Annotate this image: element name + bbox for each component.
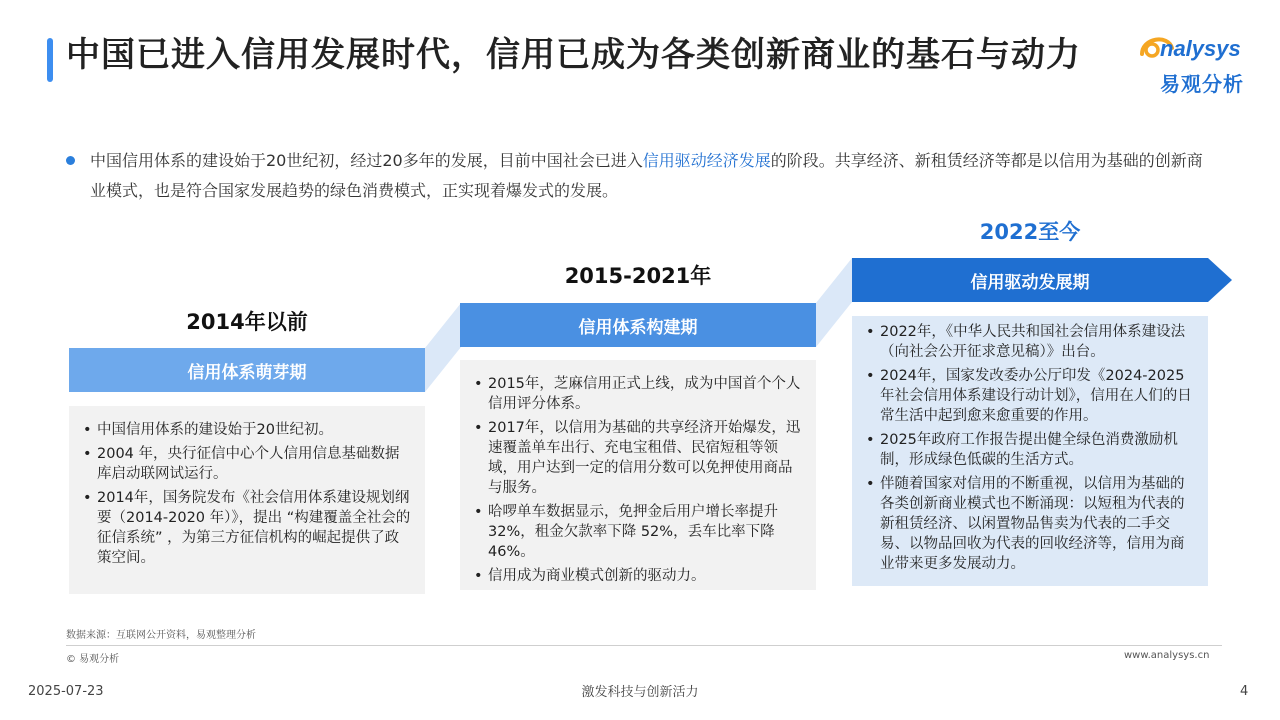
intro-highlight: 信用驱动经济发展 — [642, 151, 771, 170]
list-item: • 中国信用体系的建设始于20世纪初。 — [83, 420, 411, 440]
stage-details-1 — [69, 406, 425, 594]
list-item: • 哈啰单车数据显示，免押金后用户增长率提升 32%，租金欠款率下降 52%，丢车比率下降 46%。 — [474, 502, 802, 562]
logo-wordmark — [1138, 28, 1262, 68]
intro-paragraph — [66, 146, 1216, 206]
page-title: 中国已进入信用发展时代，信用已成为各类创新商业的基石与动力 — [66, 35, 1081, 75]
list-item: • 2004 年，央行征信中心个人信用信息基础数据库启动联网试运行。 — [83, 444, 411, 484]
list-item: • 2024年，国家发改委办公厅印发《2024-2025年社会信用体系建设行动计划》，信用在人们的日常生活中起到愈来愈重要的作用。 — [866, 366, 1194, 426]
page-number: 4 — [1240, 684, 1249, 699]
stage-name-3 — [852, 258, 1208, 302]
footer-slogan: 激发科技与创新活力 — [581, 685, 699, 700]
stage-name-2: 信用体系构建期 — [460, 303, 816, 347]
website-link[interactable]: www.analysys.cn — [1124, 650, 1210, 661]
intro-text — [66, 146, 1216, 206]
copyright: © 易观分析 — [66, 654, 120, 665]
title-accent-bar — [47, 38, 53, 82]
stage-connector-1 — [425, 303, 461, 392]
data-source: 数据来源：互联网公开资料，易观整理分析 — [66, 630, 256, 641]
stage-details-3 — [852, 316, 1208, 586]
stage-details-2 — [460, 360, 816, 590]
stage-period-2: 2015-2021年 — [564, 264, 712, 288]
stage-name-3-label: 信用驱动发展期 — [970, 272, 1090, 293]
stage-name-1: 信用体系萌芽期 — [69, 348, 425, 392]
stage-connector-2 — [816, 258, 852, 347]
analysys-logo — [1138, 28, 1262, 98]
footer-date: 2025-07-23 — [28, 684, 104, 699]
arrow-head-icon — [1208, 258, 1232, 302]
list-item: • 伴随着国家对信用的不断重视，以信用为基础的各类创新商业模式也不断涌现：以短租为代表的新租赁经济、以闲置物品售卖为代表的二手交易、以物品回收为代表的回收经济等，信用为商业带来更多发展动力。 — [866, 474, 1194, 574]
list-item: • 2017年，以信用为基础的共享经济开始爆发，迅速覆盖单车出行、充电宝租借、民宿短租等领域，用户达到一定的信用分数可以免押使用商品与服务。 — [474, 418, 802, 498]
list-item: • 2015年，芝麻信用正式上线，成为中国首个个人信用评分体系。 — [474, 374, 802, 414]
stage-period-1: 2014年以前 — [186, 310, 308, 334]
footer-divider — [66, 645, 1222, 646]
list-item: • 2025年政府工作报告提出健全绿色消费激励机制，形成绿色低碳的生活方式。 — [866, 430, 1194, 470]
logo-chinese-text: 易观分析 — [1160, 72, 1244, 96]
intro-text-pre: 中国信用体系的建设始于20世纪初，经过20多年的发展，目前中国社会已进入 — [90, 151, 643, 170]
list-item: • 2022年，《中华人民共和国社会信用体系建设法（向社会公开征求意见稿）》出台。 — [866, 322, 1194, 362]
stage-period-3: 2022至今 — [979, 220, 1081, 244]
intro-text-post: 的阶段。共享经济、新租赁经济等都是以信用为基础的创新商业模式，也是符合国家发展趋势的绿色消费模式，正实现着爆发式的发展。 — [90, 151, 1203, 200]
bullet-dot-icon — [66, 156, 75, 165]
logo-wordmark-text: nalysys — [1160, 36, 1241, 61]
list-item: • 信用成为商业模式创新的驱动力。 — [474, 566, 802, 586]
list-item: • 2014年，国务院发布《社会信用体系建设规划纲要（2014-2020 年）》，提出 “构建覆盖全社会的征信系统” ，为第三方征信机构的崛起提供了政策空间。 — [83, 488, 411, 568]
